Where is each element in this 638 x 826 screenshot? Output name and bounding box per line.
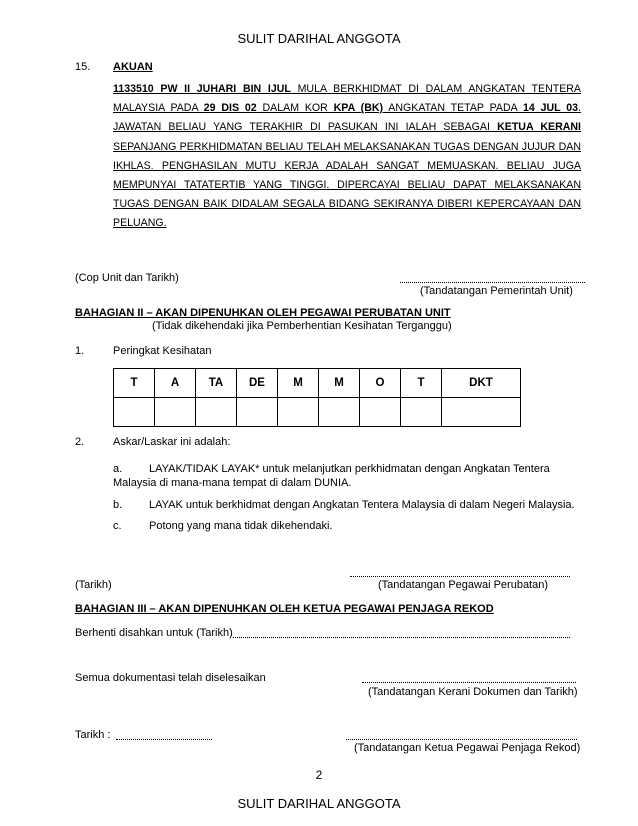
page-footer: SULIT DARIHAL ANGGOTA [237, 796, 401, 811]
declaration-line-8 [113, 214, 581, 233]
grade-cell[interactable] [360, 398, 401, 427]
grade-cell[interactable] [155, 398, 196, 427]
member-identity: 1133510 PW II JUHARI BIN IJUL [113, 83, 291, 95]
item1-number: 1. [75, 345, 85, 357]
option-b-text: LAYAK untuk berkhidmat dengan Angkatan Tentera Malaysia di dalam Negeri Malaysia. [149, 499, 575, 511]
grade-cell[interactable] [114, 398, 155, 427]
health-grade-value-row [114, 398, 521, 427]
permanent-date: 14 JUL 03 [522, 102, 579, 115]
grade-cell[interactable] [278, 398, 319, 427]
declaration-text: TUGAS DENGAN BAIK DIDALAM SEGALA BIDANG SEKIRANYA DIBERI KEPERCAYAAN DAN [113, 198, 581, 211]
enlist-date: 29 DIS 02 [203, 102, 257, 115]
part2-subtitle: (Tidak dikehendaki jika Pemberhentian Kesihatan Terganggu) [152, 320, 452, 332]
declaration-line-7 [113, 195, 581, 214]
grade-header: M [319, 369, 360, 398]
records-head-signature-line[interactable] [346, 731, 577, 740]
section-number: 15. [75, 61, 91, 73]
declaration-text: SEPANJANG PERKHIDMATAN BELIAU TELAH MELAKSANAKAN TUGAS DENGAN JUJUR DAN [113, 140, 581, 153]
option-a-letter: a. [113, 463, 123, 475]
declaration-line-1 [113, 80, 581, 99]
declaration-text: MEMPUNYAI TATATERTIB YANG TINGGI. DIPERCAYAI BELIAU DAPAT MELAKSANAKAN [113, 178, 581, 191]
grade-header: A [155, 369, 196, 398]
grade-header: TA [196, 369, 237, 398]
declaration-paragraph [113, 80, 581, 234]
declaration-text: IKHLAS. PENGHASILAN MUTU KERJA ADALAH SANGAT MEMUASKAN. BELIAU JUGA [113, 159, 581, 172]
declaration-text: DALAM KOR [256, 102, 334, 115]
records-head-signature-label: (Tandatangan Ketua Pegawai Penjaga Rekod) [354, 742, 581, 754]
grade-cell[interactable] [442, 398, 521, 427]
declaration-text: MALAYSIA PADA [113, 102, 204, 115]
declaration-line-3 [113, 118, 581, 137]
declaration-text: MULA BERKHIDMAT DI DALAM ANGKATAN TENTERA [290, 83, 581, 95]
grade-cell[interactable] [237, 398, 278, 427]
declaration-line-4 [113, 138, 581, 157]
health-grade-header-row [114, 369, 521, 398]
final-date-line[interactable] [116, 731, 212, 740]
health-grade-table [113, 368, 521, 427]
corps: KPA (BK) [333, 102, 384, 115]
fitness-label: Askar/Laskar ini adalah: [113, 436, 231, 448]
grade-header: M [278, 369, 319, 398]
item2-number: 2. [75, 436, 85, 448]
section-title: AKUAN [113, 61, 153, 73]
declaration-line-6 [113, 176, 581, 195]
page-number: 2 [315, 768, 323, 782]
commander-signature-line[interactable] [400, 272, 585, 283]
part2-title: BAHAGIAN II – AKAN DIPENUHKAN OLEH PEGAWAI PERUBATAN UNIT [75, 307, 451, 319]
declaration-text: ANGKATAN TETAP PADA [383, 102, 523, 115]
discharge-confirmed-label: Berhenti disahkan untuk (Tarikh) [75, 627, 233, 639]
option-c-letter: c. [113, 520, 122, 532]
position: KETUA KERANI [497, 121, 581, 134]
grade-cell[interactable] [319, 398, 360, 427]
health-grade-label: Peringkat Kesihatan [113, 345, 212, 357]
grade-cell[interactable] [196, 398, 237, 427]
clerk-signature-line[interactable] [362, 674, 576, 683]
unit-stamp-label: (Cop Unit dan Tarikh) [75, 272, 179, 284]
page-header: SULIT DARIHAL ANGGOTA [237, 31, 401, 46]
option-a-text-cont: Malaysia di mana-mana tempat di dalam DUNIA. [113, 477, 352, 489]
grade-header: DKT [442, 369, 521, 398]
declaration-text: PELUANG. [113, 217, 167, 230]
part3-title: BAHAGIAN III – AKAN DIPENUHKAN OLEH KETUA PEGAWAI PENJAGA REKOD [75, 603, 494, 615]
date-label: (Tarikh) [75, 579, 112, 591]
declaration-line-5 [113, 157, 581, 176]
clerk-signature-label: (Tandatangan Kerani Dokumen dan Tarikh) [368, 686, 578, 698]
option-c-text: Potong yang mana tidak dikehendaki. [149, 520, 333, 532]
commander-signature-label: (Tandatangan Pemerintah Unit) [420, 285, 573, 297]
grade-cell[interactable] [401, 398, 442, 427]
final-date-label: Tarikh : [75, 729, 111, 741]
grade-header: T [114, 369, 155, 398]
medical-signature-line[interactable] [350, 566, 570, 577]
medical-signature-label: (Tandatangan Pegawai Perubatan) [378, 579, 549, 591]
declaration-text: . [578, 102, 581, 115]
grade-header: T [401, 369, 442, 398]
documentation-complete-label: Semua dokumentasi telah diselesaikan [75, 672, 266, 684]
declaration-line-2 [113, 99, 581, 118]
grade-header: O [360, 369, 401, 398]
grade-header: DE [237, 369, 278, 398]
declaration-text: JAWATAN BELIAU YANG TERAKHIR DI PASUKAN INI IALAH SEBAGAI [113, 121, 498, 134]
discharge-date-line[interactable] [233, 627, 570, 638]
option-b-letter: b. [113, 499, 123, 511]
option-a-text: LAYAK/TIDAK LAYAK* untuk melanjutkan perkhidmatan dengan Angkatan Tentera [149, 463, 550, 475]
